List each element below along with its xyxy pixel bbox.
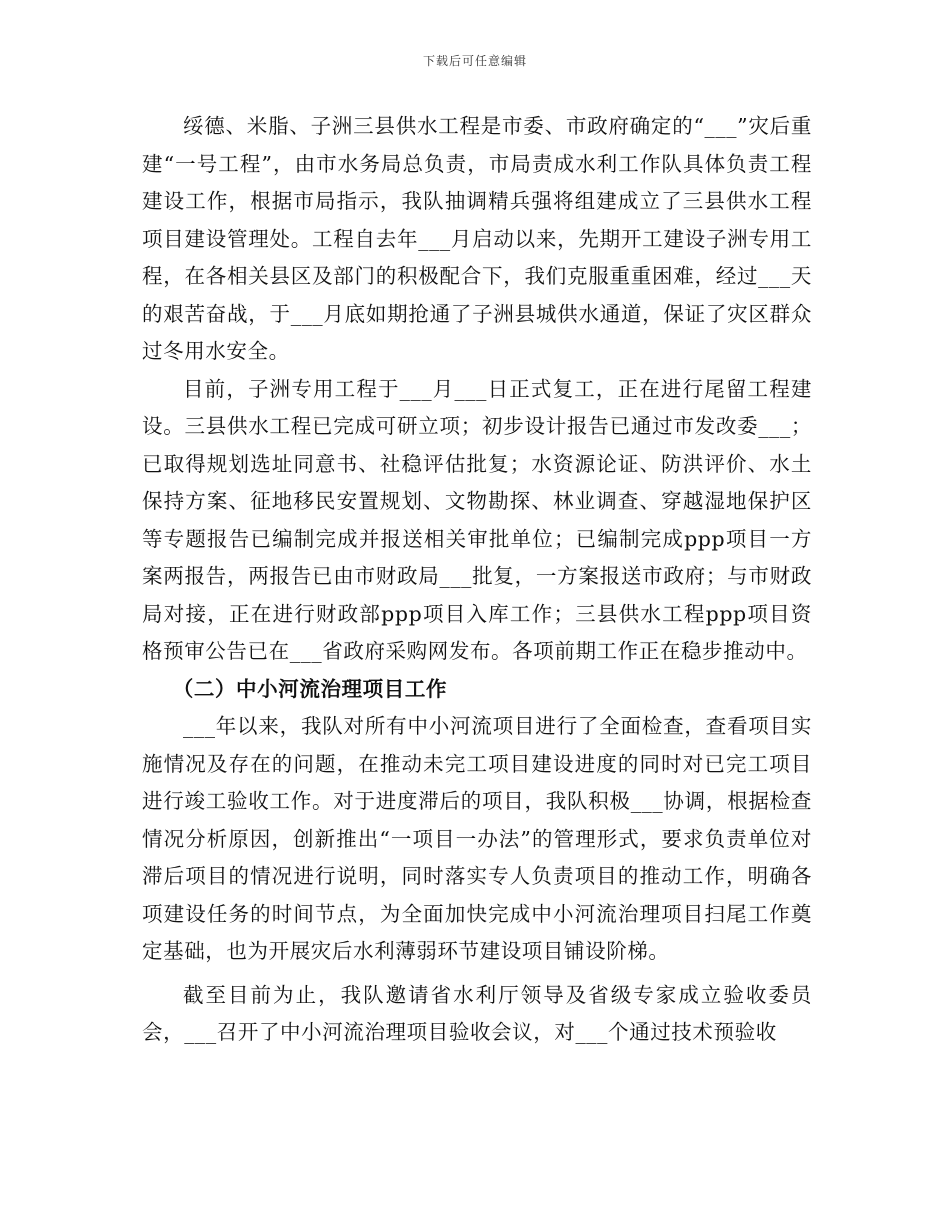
paragraph-river-inspection: ___年以来，我队对所有中小河流项目进行了全面检查，查看项目实施情况及存在的问题，在推动未完工项目建设进度的同时对已完工项目进行竣工验收工作。对于进度滞后的项目，我队积极___协调，根据检查情况分析原因，创新推出“一项目一办法”的管理形式，要求负责单位对滞后项目的情况进行说明，同时落实专人负责项目的推动工作，明确各项建设任务的时间节点，为全面加快完成中小河流治理项目扫尾工作奠定基础，也为开展灾后水利薄弱环节建设项目铺设阶梯。 xyxy=(142,714,812,963)
paragraph-water-supply-project: 绥德、米脂、子洲三县供水工程是市委、市政府确定的“___”灾后重建“一号工程”，由市水务局总负责，市局责成水利工作队具体负责工程建设工作，根据市局指示，我队抽调精兵强将组建成立了三县供水工程项目建设管理处。工程自去年___月启动以来，先期开工建设子洲专用工程，在各相关县区及部门的积极配合下，我们克服重重困难，经过___天的艰苦奋战，于___月底如期抢通了子洲县城供水通道，保证了灾区群众过冬用水安全。 xyxy=(142,114,812,363)
paragraph-current-progress: 目前，子洲专用工程于___月___日正式复工，正在进行尾留工程建设。三县供水工程已完成可研立项；初步设计报告已通过市发改委___；已取得规划选址同意书、社稳评估批复；水资源论证、防洪评价、水土保持方案、征地移民安置规划、文物勘探、林业调查、穿越湿地保护区等专题报告已编制完成并报送相关审批单位；已编制完成ppp项目一方案两报告，两报告已由市财政局___批复，一方案报送市政府；与市财政局对接，正在进行财政部ppp项目入库工作；三县供水工程ppp项目资格预审公告已在___省政府采购网发布。各项前期工作正在稳步推动中。 xyxy=(142,376,812,663)
page-header: 下载后可任意编辑 xyxy=(422,54,527,68)
section-heading: （二）中小河流治理项目工作 xyxy=(172,676,448,701)
document-body xyxy=(142,108,812,1052)
paragraph-acceptance: 截至目前为止，我队邀请省水利厅领导及省级专家成立验收委员会，___召开了中小河流治理项目验收会议，对___个通过技术预验收 xyxy=(142,982,812,1044)
